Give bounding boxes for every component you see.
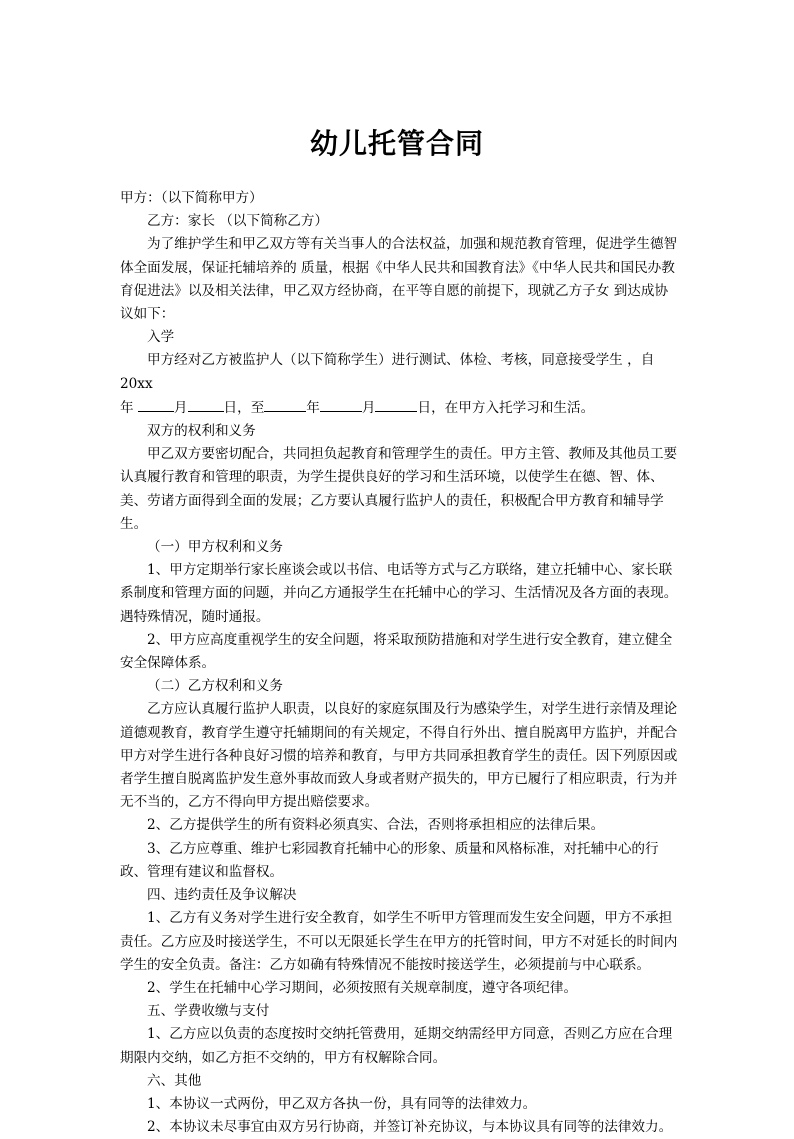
fees-clause-1: 1、乙方应以负责的态度按时交纳托管费用，延期交纳需经甲方同意，否则乙方应在合理期限内交纳，如乙方拒不交纳的，甲方有权解除合同。 [120, 1026, 673, 1066]
section-fees-heading: 五、学费收缴与支付 [147, 1003, 270, 1020]
rights-paragraph: 甲乙双方要密切配合，共同担负起教育和管理学生的责任。甲方主管、教师及其他员工要认真履行教育和管理的职责，为学生提供良好的学习和生活环境，以使学生在德、智、体、美、劳诸方面得到全面的发展；乙方要认真履行监护人的责任，积极配合甲方教育和辅导学生。 [120, 446, 678, 532]
other-clause-1: 1、本协议一式两份，甲乙双方各执一份，具有同等的法律效力。 [147, 1095, 537, 1112]
year2-label: 年 [306, 399, 320, 416]
party-b-clause-3: 3、乙方应尊重、维护七彩园教育托辅中心的形象、质量和风格标准，对托辅中心的行政、管理有建议和监督权。 [120, 840, 659, 880]
party-a-clause-1: 1、甲方定期举行家长座谈会或以书信、电话等方式与乙方联络，建立托辅中心、家长联系制度和管理方面的问题，并向乙方通报学生在托辅中心的学习、生活情况及各方面的表现。遇特殊情况，随时通报。 [120, 562, 678, 625]
month2-label: 月 [361, 399, 376, 416]
section-enrollment-heading: 入学 [147, 329, 175, 346]
start-year-blank [138, 396, 174, 412]
liability-clause-2: 2、学生在托辅中心学习期间，必须按照有关规章制度，遵守各项纪律。 [147, 979, 578, 996]
section-other-heading: 六、其他 [147, 1072, 202, 1089]
year-label: 年 [120, 399, 134, 416]
party-b-clause-2: 2、乙方提供学生的所有资料必须真实、合法，否则将承担相应的法律后果。 [147, 817, 605, 834]
end-year-blank [264, 396, 306, 412]
other-clause-2: 2、本协议未尽事宜由双方另行协商，并签订补充协议，与本协议具有同等的法律效力。 [147, 1119, 673, 1136]
day-to-label: 日，至 [223, 399, 265, 416]
end-day-blank [375, 396, 417, 412]
party-a-line: 甲方：（以下简称甲方） [120, 190, 263, 206]
month-label: 月 [173, 399, 188, 416]
enrollment-paragraph: 甲方经对乙方被监护人（以下简称学生）进行测试、体检、考核，同意接受学生 ，自 20xx [120, 352, 655, 392]
party-a-rights-heading: （一）甲方权利和义务 [147, 539, 283, 556]
section-rights-heading: 双方的权利和义务 [147, 423, 256, 440]
liability-clause-1: 1、乙方有义务对学生进行安全教育，如学生不听甲方管理而发生安全问题，甲方不承担责任。乙方应及时接送学生，不可以无限延长学生在甲方的托管时间，甲方不对延长的时间内学生的安全负责。备注：乙方如确有特殊情况不能按时接送学生，必须提前与中心联系。 [120, 910, 678, 973]
party-b-clause-1: 乙方应认真履行监护人职责，以良好的家庭氛围及行为感染学生，对学生进行亲情及理论道德观教育，教育学生遵守托辅期间的有关规定，不得自行外出、擅自脱离甲方监护，并配合甲方对学生进行各种良好习惯的培养和教育，与甲方共同承担教育学生的责任。因下列原因或者学生擅自脱离监护发生意外事故而致人身或者财产损失的，甲方已履行了相应职责，行为并无不当的，乙方不得向甲方提出赔偿要求。 [120, 701, 678, 811]
party-a-clause-2: 2、甲方应高度重视学生的安全问题，将采取预防措施和对学生进行安全教育，建立健全安全保障体系。 [120, 631, 673, 672]
end-month-blank [320, 396, 362, 412]
enrollment-dates-line [120, 396, 680, 420]
document-title: 幼儿托管合同 [309, 127, 484, 160]
party-b-line: 乙方：家长 （以下简称乙方） [147, 213, 329, 230]
party-b-rights-heading: （二）乙方权利和义务 [147, 678, 283, 695]
section-liability-heading: 四、违约责任及争议解决 [147, 887, 297, 904]
contract-body [120, 187, 680, 1139]
intro-paragraph: 为了维护学生和甲乙双方等有关当事人的合法权益，加强和规范教育管理，促进学生德智体全面发展，保证托辅培养的 质量，根据《中华人民共和国教育法》《中华人民共和国民办教育促进法》以及相关法律，甲乙双方经协商，在平等自愿的前提下，现就乙方子女 到达成协议如下： [120, 236, 678, 323]
end-label: 日，在甲方入托学习和生活。 [417, 399, 595, 416]
start-day-blank [188, 396, 224, 412]
